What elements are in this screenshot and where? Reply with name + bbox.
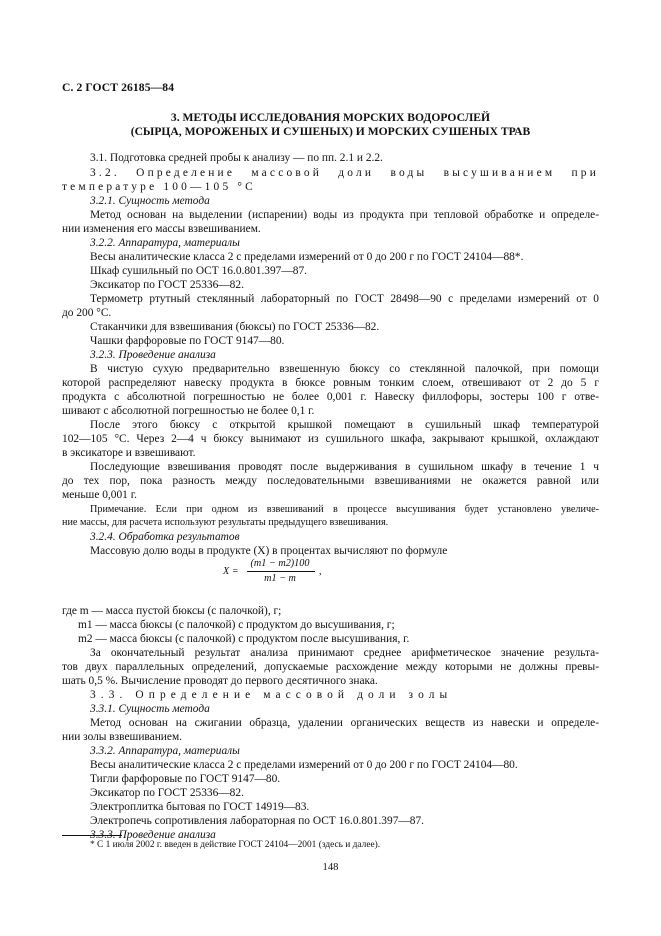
formula-numerator: (m1 − m2)100 xyxy=(250,558,310,569)
text-line: Эксикатор по ГОСТ 25336—82. xyxy=(90,787,244,799)
legend-line: m1 — масса бюксы (с палочкой) с продуктом до высушивания, г; xyxy=(78,619,395,631)
text-line: Метод основан на выделении (испарении) воды из продукта при тепловой обработке и определе- xyxy=(90,209,599,221)
text-line: до тех пор, пока разность между последовательными взвешиваниями не окажется равной или xyxy=(62,475,599,487)
text-line: до 200 °С. xyxy=(62,307,112,319)
legend-line: где m — масса пустой бюксы (с палочкой), г; xyxy=(62,605,282,617)
text-line: За окончательный результат анализа принимают среднее арифметическое значение результа- xyxy=(90,647,599,659)
text-line: Термометр ртутный стеклянный лабораторный по ГОСТ 28498—90 с пределами измерений от 0 xyxy=(90,293,599,305)
subsection-heading: 3.3. Определение массовой доли золы xyxy=(90,689,453,701)
text-line: которой распределяют навеску продукта в бюксе ровным тонким слоем, отвешивают от 2 до 5 г xyxy=(62,377,599,389)
subheading: 3.2.1. Сущность метода xyxy=(90,195,210,207)
text-line: Последующие взвешивания проводят после выдерживания в сушильном шкафу в течение 1 ч xyxy=(90,461,599,473)
page-number: 148 xyxy=(322,862,339,873)
text-line: 3.1. Подготовка средней пробы к анализу — по пп. 2.1 и 2.2. xyxy=(90,152,383,164)
subsection-heading: температуре 100—105 °С xyxy=(62,181,256,193)
note-line: Примечание. Если при одном из взвешиваний в процессе высушивания будет установлено увеличе- xyxy=(90,504,599,515)
text-line: Электроплитка бытовая по ГОСТ 14919—83. xyxy=(90,801,310,813)
text-line: шать 0,5 %. Вычисление проводят до первого десятичного знака. xyxy=(62,675,378,687)
formula xyxy=(223,555,343,589)
section-title-line-1: 3. МЕТОДЫ ИССЛЕДОВАНИЯ МОРСКИХ ВОДОРОСЛЕЙ xyxy=(170,111,491,124)
subheading: 3.2.3. Проведение анализа xyxy=(90,349,216,361)
formula-trailing: , xyxy=(319,566,322,577)
legend-line: m2 — масса бюксы (с палочкой) с продуктом после высушивания, г. xyxy=(78,633,410,645)
formula-lhs: X = xyxy=(223,566,239,577)
text-line: Метод основан на сжигании образца, удалении органических веществ из навески и определе- xyxy=(90,717,599,729)
footnote-rule xyxy=(62,835,122,836)
text-line: Эксикатор по ГОСТ 25336—82. xyxy=(90,279,244,291)
subheading: 3.2.2. Аппаратура, материалы xyxy=(90,237,240,249)
page-header: С. 2 ГОСТ 26185—84 xyxy=(62,81,175,94)
text-line: нии золы взвешиванием. xyxy=(62,731,182,743)
text-line: Электропечь сопротивления лабораторная по ОСТ 16.0.801.397—87. xyxy=(90,815,425,827)
text-line: После этого бюксу с открытой крышкой помещают в сушильный шкаф температурой xyxy=(90,419,599,431)
footnote: * С 1 июля 2002 г. введен в действие ГОСТ 24104—2001 (здесь и далее). xyxy=(90,840,381,850)
text-line: Массовую долю воды в продукте (X) в процентах вычисляют по формуле xyxy=(90,545,448,557)
text-line: Весы аналитические класса 2 с пределами измерений от 0 до 200 г по ГОСТ 24104—88*. xyxy=(90,251,524,263)
text-line: продукта с абсолютной погрешностью не более 0,001 г. Навеску филлофоры, зостеры 100 г отве- xyxy=(62,391,599,403)
subheading: 3.3.3. Проведение анализа xyxy=(90,829,216,841)
formula-denominator: m1 − m xyxy=(264,573,296,584)
text-line: в эксикаторе и взвешивают. xyxy=(62,447,196,459)
text-line: Шкаф сушильный по ОСТ 16.0.801.397—87. xyxy=(90,265,308,277)
subheading: 3.3.1. Сущность метода xyxy=(90,703,210,715)
section-title-line-2: (СЫРЦА, МОРОЖЕНЫХ И СУШЕНЫХ) И МОРСКИХ СУШЕНЫХ ТРАВ xyxy=(130,125,531,138)
text-line: Тигли фарфоровые по ГОСТ 9147—80. xyxy=(90,773,281,785)
subsection-heading: 3.2. Определение массовой доли воды высушиванием при xyxy=(90,167,599,179)
text-line: тов двух параллельных определений, допускаемые расхождение между которыми не должны превы- xyxy=(62,661,599,673)
text-line: В чистую сухую предварительно взвешенную бюксу со стеклянной палочкой, при помощи xyxy=(90,363,599,375)
text-line: меньше 0,001 г. xyxy=(62,489,137,501)
note-line: ние массы, для расчета используют результаты предыдущего взвешивания. xyxy=(62,517,389,528)
text-line: нии изменения его массы взвешиванием. xyxy=(62,223,261,235)
text-line: Чашки фарфоровые по ГОСТ 9147—80. xyxy=(90,335,285,347)
text-line: Стаканчики для взвешивания (бюксы) по ГОСТ 25336—82. xyxy=(90,321,380,333)
subheading: 3.2.4. Обработка результатов xyxy=(90,531,240,543)
fraction-bar xyxy=(247,571,315,572)
text-line: шивают с абсолютной погрешностью не более 0,1 г. xyxy=(62,405,315,417)
subheading: 3.3.2. Аппаратура, материалы xyxy=(90,745,240,757)
text-line: 102—105 °С. Через 2—4 ч бюксу вынимают из сушильного шкафа, закрывают крышкой, охлаждают xyxy=(62,433,599,445)
text-line: Весы аналитические класса 2 с пределами измерений от 0 до 200 г по ГОСТ 24104—80. xyxy=(90,759,518,771)
